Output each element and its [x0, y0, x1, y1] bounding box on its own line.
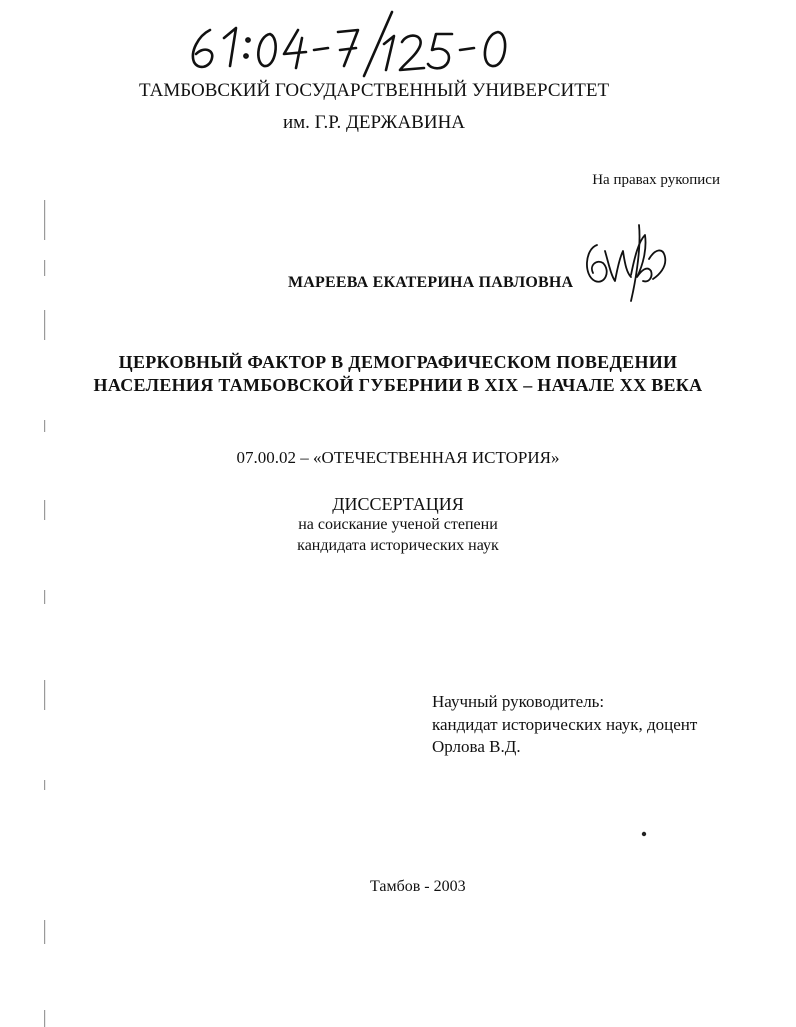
rights-note: На правах рукописи	[592, 172, 720, 188]
advisor-title: кандидат исторических наук, доцент	[432, 715, 698, 734]
document-type: ДИССЕРТАЦИЯ	[332, 494, 464, 514]
handwritten-signature-icon	[575, 215, 675, 305]
dissertation-title-line-2: НАСЕЛЕНИЯ ТАМБОВСКОЙ ГУБЕРНИИ В XIX – НАЧАЛЕ XX ВЕКА	[93, 375, 703, 395]
specialty-code: 07.00.02 – «ОТЕЧЕСТВЕННАЯ ИСТОРИЯ»	[236, 448, 560, 467]
handwritten-archive-number-icon	[180, 8, 540, 78]
advisor-label: Научный руководитель:	[432, 692, 605, 711]
author-name: МАРЕЕВА ЕКАТЕРИНА ПАВЛОВНА	[288, 274, 574, 291]
scan-speck	[640, 830, 648, 838]
university-name: ТАМБОВСКИЙ ГОСУДАРСТВЕННЫЙ УНИВЕРСИТЕТ	[138, 80, 610, 101]
degree-line-1: на соискание ученой степени	[298, 516, 498, 533]
university-named-after: им. Г.Р. ДЕРЖАВИНА	[282, 112, 466, 133]
degree-line-2: кандидата исторических наук	[297, 537, 499, 554]
scan-margin-marks	[38, 160, 52, 1027]
city-year: Тамбов - 2003	[370, 878, 466, 895]
dissertation-title-line-1: ЦЕРКОВНЫЙ ФАКТОР В ДЕМОГРАФИЧЕСКОМ ПОВЕДЕНИИ	[118, 352, 678, 372]
advisor-name: Орлова В.Д.	[432, 737, 521, 756]
